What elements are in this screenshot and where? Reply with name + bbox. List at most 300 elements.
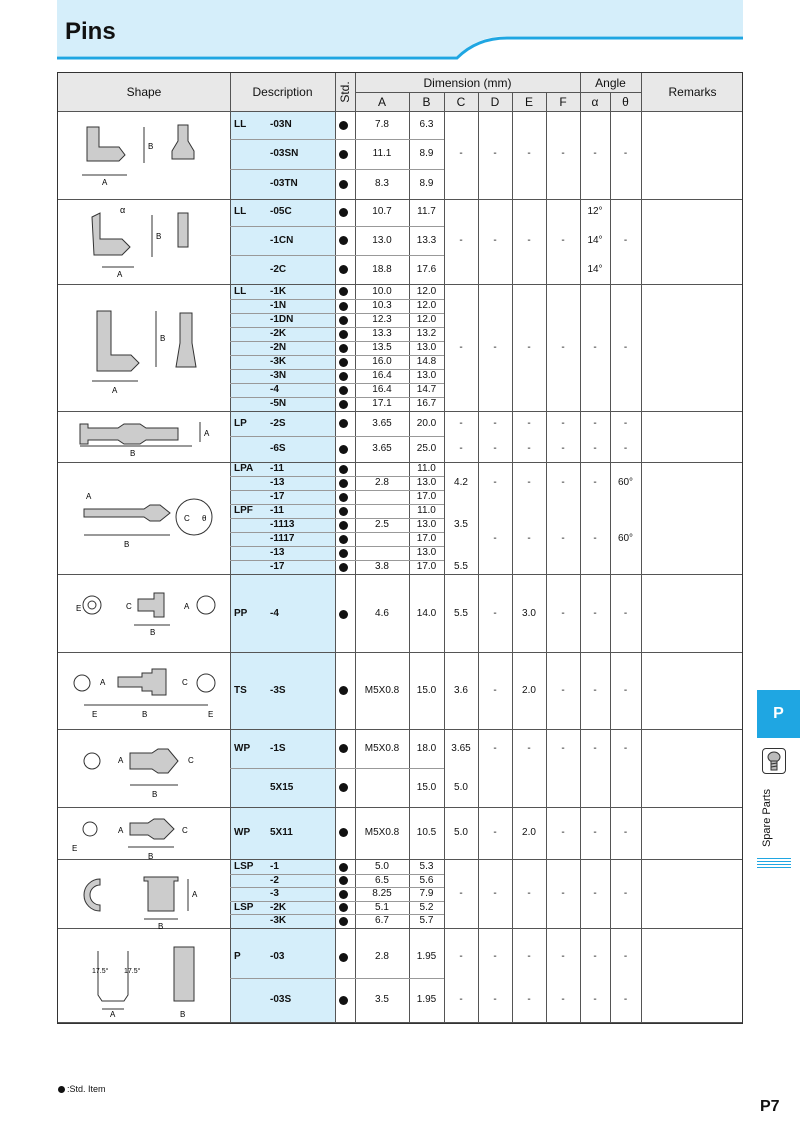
part-code: -4 (270, 384, 279, 395)
svg-text:E: E (92, 710, 98, 719)
part-code: -1 (270, 861, 279, 872)
cell-b: 13.0 (416, 477, 437, 488)
cell-a: 8.3 (375, 178, 389, 189)
cell-d: - (493, 443, 497, 454)
cell-b: 10.5 (416, 826, 437, 838)
cell-alpha: - (593, 608, 597, 619)
cell-f: - (561, 826, 565, 838)
svg-text:A: A (86, 492, 92, 501)
cell-alpha: 14° (587, 234, 603, 246)
cell-theta: - (623, 148, 628, 159)
wp-5x11-drawing (62, 811, 226, 861)
cell-a: 3.65 (372, 417, 392, 429)
cell-a: 13.0 (372, 234, 392, 246)
cell-b: 13.2 (416, 328, 437, 339)
std-dot-icon (339, 316, 348, 325)
cell-d: - (493, 684, 497, 696)
std-dot-icon (339, 863, 348, 872)
cell-e: - (527, 533, 531, 544)
series-label: LPA (234, 463, 254, 474)
tab-spare-parts[interactable]: P (757, 690, 800, 738)
header-shape: Shape (126, 85, 162, 99)
part-code: -5N (270, 398, 287, 409)
cell-alpha: - (593, 742, 597, 754)
std-dot-icon (339, 465, 348, 474)
svg-text:C: C (182, 826, 188, 835)
series-label: LPF (234, 505, 253, 516)
std-dot-icon (339, 953, 348, 962)
std-dot-icon (339, 419, 348, 428)
row-divider (230, 978, 444, 979)
part-code: -13 (270, 547, 285, 558)
series-label: P (234, 951, 241, 962)
std-dot-icon (339, 479, 348, 488)
column-divider (478, 92, 479, 1023)
svg-text:A: A (184, 602, 190, 611)
cell-a: 10.3 (372, 300, 392, 311)
cell-alpha: - (593, 477, 597, 488)
cell-b: 14.0 (416, 608, 437, 619)
cell-theta: - (623, 608, 628, 619)
cell-e: - (527, 148, 531, 159)
cell-theta: - (623, 684, 628, 696)
cell-a: M5X0.8 (364, 684, 400, 696)
cell-theta: - (623, 234, 628, 246)
row-divider (230, 768, 444, 769)
cell-d: - (493, 477, 497, 488)
header-dim-a: A (377, 94, 386, 109)
series-label: LP (234, 417, 247, 429)
std-dot-icon (339, 535, 348, 544)
cell-a: 4.6 (375, 608, 389, 619)
svg-text:A: A (110, 1010, 116, 1019)
cell-c: - (459, 234, 463, 246)
std-dot-icon (339, 265, 348, 274)
cell-a: 3.8 (375, 561, 389, 572)
cell-f: - (561, 148, 565, 159)
cell-c: 3.5 (454, 519, 468, 530)
cell-b: 17.0 (416, 491, 437, 502)
cell-b: 13.3 (416, 234, 437, 246)
series-label: WP (234, 826, 251, 838)
cell-theta: - (623, 826, 628, 838)
cell-theta: - (623, 951, 628, 962)
cell-d: - (493, 417, 497, 429)
page-title: Pins (65, 18, 116, 45)
cell-a: 12.3 (372, 314, 392, 325)
std-dot-icon (339, 744, 348, 753)
cell-b: 6.3 (419, 119, 434, 130)
svg-text:B: B (124, 540, 130, 549)
header-divider (355, 92, 641, 93)
cell-c: - (459, 342, 463, 353)
part-code: 5X15 (270, 781, 294, 793)
side-divider (757, 858, 791, 870)
std-dot-icon (339, 236, 348, 245)
svg-text:B: B (160, 334, 166, 343)
std-dot-icon (339, 400, 348, 409)
header-description: Description (252, 85, 313, 99)
cell-c: 5.0 (454, 781, 468, 793)
header-angle-alpha: α (591, 94, 599, 109)
cell-theta: - (623, 994, 628, 1005)
cell-b: 5.3 (419, 861, 434, 872)
std-dot-icon (339, 493, 348, 502)
cell-e: - (527, 742, 531, 754)
cell-alpha: 12° (587, 206, 603, 217)
cell-e: - (527, 888, 531, 899)
svg-text:B: B (148, 852, 154, 861)
svg-text:A: A (192, 890, 198, 899)
cell-b: 20.0 (416, 417, 437, 429)
row-divider (230, 436, 444, 437)
cell-e: - (527, 951, 531, 962)
cell-a: 3.65 (372, 443, 392, 454)
part-code: -2 (270, 874, 279, 886)
cell-a: 7.8 (375, 119, 389, 130)
cell-a: 13.3 (372, 328, 392, 339)
group-divider (58, 199, 743, 200)
p-drawing (62, 939, 226, 1019)
std-dot-icon (339, 150, 348, 159)
part-code: -03SN (270, 148, 299, 159)
svg-text:B: B (180, 1010, 186, 1019)
column-divider (641, 73, 642, 1023)
cell-a: 18.8 (372, 263, 392, 275)
row-divider (230, 226, 444, 227)
column-divider (546, 92, 547, 1023)
cell-b: 1.95 (416, 994, 437, 1005)
side-label-text: Spare Parts (761, 788, 774, 848)
lsp-drawing (62, 865, 226, 931)
cell-a: 6.5 (375, 874, 389, 886)
svg-text:E: E (208, 710, 214, 719)
std-dot-icon (339, 180, 348, 189)
svg-text:C: C (182, 678, 188, 687)
cell-b: 15.0 (416, 781, 437, 793)
cell-b: 1.95 (416, 951, 437, 962)
part-code: -11 (270, 463, 284, 474)
cell-a: 6.7 (375, 915, 389, 926)
header-bottom-line (58, 111, 743, 112)
cell-e: - (527, 234, 531, 246)
cell-d: - (493, 148, 497, 159)
part-code: -2K (270, 901, 287, 913)
cell-a: 16.4 (372, 370, 392, 381)
cell-f: - (561, 608, 565, 619)
svg-text:E: E (76, 604, 82, 613)
part-code: -3 (270, 888, 279, 899)
header-dim-c: C (456, 94, 466, 109)
svg-text:C: C (188, 756, 194, 765)
std-dot-icon (339, 302, 348, 311)
std-dot-icon (339, 121, 348, 130)
cell-b: 14.7 (416, 384, 437, 395)
group-divider (58, 729, 743, 730)
part-code: -1S (270, 742, 286, 754)
footnote-text: :Std. Item (67, 1084, 106, 1094)
svg-text:17.5°: 17.5° (92, 968, 109, 975)
svg-text:A: A (118, 756, 124, 765)
svg-text:A: A (102, 178, 108, 187)
svg-text:A: A (100, 678, 106, 687)
cell-theta: - (623, 342, 628, 353)
svg-text:A: A (112, 386, 118, 395)
std-dot-icon (339, 996, 348, 1005)
cell-e: 3.0 (522, 608, 536, 619)
cell-b: 5.2 (419, 901, 434, 913)
screw-icon (762, 748, 786, 774)
group-divider (58, 574, 743, 575)
cell-b: 8.9 (419, 148, 434, 159)
cell-alpha: - (593, 826, 597, 838)
cell-a: 5.0 (375, 861, 389, 872)
cell-c: - (459, 951, 463, 962)
std-dot-icon (339, 876, 348, 885)
cell-alpha: - (593, 533, 597, 544)
cell-b: 12.0 (416, 285, 437, 297)
part-code: -1CN (270, 234, 294, 246)
cell-e: - (527, 417, 531, 429)
std-dot-icon (339, 686, 348, 695)
ll-03-drawing (62, 117, 226, 197)
part-code: -3S (270, 684, 286, 696)
part-code: -17 (270, 561, 285, 572)
series-label: TS (234, 684, 247, 696)
cell-theta: - (623, 742, 628, 754)
std-dot-icon (339, 917, 348, 926)
svg-text:A: A (117, 270, 123, 279)
cell-a: 11.1 (372, 148, 392, 159)
group-divider (58, 652, 743, 653)
part-code: -13 (270, 477, 285, 488)
svg-text:C: C (184, 514, 190, 523)
cell-c: 3.65 (451, 742, 471, 754)
group-divider (58, 462, 743, 463)
cell-b: 16.7 (416, 398, 437, 409)
cell-b: 7.9 (419, 888, 434, 899)
svg-text:θ: θ (202, 514, 207, 523)
cell-d: - (493, 342, 497, 353)
cell-b: 17.0 (416, 561, 437, 572)
cell-b: 14.8 (416, 356, 437, 367)
part-code: -2N (270, 342, 287, 353)
cell-b: 15.0 (416, 684, 437, 696)
part-code: -1K (270, 285, 287, 297)
cell-e: - (527, 477, 531, 488)
std-dot-icon (339, 208, 348, 217)
cell-a: 10.7 (372, 206, 392, 217)
part-code: -3N (270, 370, 287, 381)
part-code: -1N (270, 300, 287, 311)
series-label: LSP (234, 901, 254, 913)
row-divider (230, 139, 444, 140)
group-divider (58, 1022, 743, 1023)
part-code: -03 (270, 951, 285, 962)
cell-b: 8.9 (419, 178, 434, 189)
column-divider (335, 73, 336, 1023)
header-dim-b: B (422, 94, 431, 109)
column-divider (230, 73, 231, 1023)
cell-f: - (561, 742, 565, 754)
cell-a: 16.0 (372, 356, 392, 367)
header-remarks: Remarks (668, 85, 717, 99)
cell-d: - (493, 951, 497, 962)
cell-b: 11.0 (417, 463, 436, 474)
cell-d: - (493, 533, 497, 544)
cell-f: - (561, 234, 565, 246)
cell-a: 8.25 (372, 888, 392, 899)
cell-e: - (527, 443, 531, 454)
cell-a: 16.4 (372, 384, 392, 395)
cell-b: 13.0 (416, 519, 437, 530)
std-dot-icon (339, 549, 348, 558)
part-code: -2K (270, 328, 287, 339)
svg-text:A: A (118, 826, 124, 835)
cell-a: 13.5 (372, 342, 392, 353)
svg-text:C: C (126, 602, 132, 611)
cell-c: - (459, 888, 463, 899)
pp-drawing (62, 581, 226, 645)
std-dot-icon (339, 507, 348, 516)
part-code: -4 (270, 608, 279, 619)
cell-f: - (561, 417, 565, 429)
cell-alpha: - (593, 342, 597, 353)
svg-text:B: B (156, 232, 162, 241)
part-code: -1117 (270, 533, 295, 544)
std-dot-icon (339, 903, 348, 912)
wp-1s-drawing (62, 733, 226, 809)
cell-b: 5.6 (419, 874, 434, 886)
part-code: -17 (270, 491, 285, 502)
header-dim-e: E (524, 94, 533, 109)
part-code: -3K (270, 356, 287, 367)
cell-alpha: - (593, 148, 597, 159)
column-divider (610, 92, 611, 1023)
cell-e: 2.0 (522, 684, 536, 696)
part-code: 5X11 (270, 826, 293, 838)
header-dim-f: F (559, 94, 567, 109)
series-label: LSP (234, 861, 254, 872)
cell-a: 17.1 (372, 398, 392, 409)
std-dot-icon (339, 445, 348, 454)
std-dot-icon (339, 330, 348, 339)
cell-alpha: - (593, 684, 597, 696)
cell-e: 2.0 (522, 826, 536, 838)
cell-a: 3.5 (375, 994, 389, 1005)
cell-f: - (561, 443, 565, 454)
std-dot-icon (339, 563, 348, 572)
cell-c: - (459, 994, 463, 1005)
cell-b: 5.7 (419, 915, 434, 926)
header-banner (57, 0, 743, 62)
series-label: LL (234, 285, 247, 297)
cell-alpha: - (593, 888, 597, 899)
cell-b: 13.0 (416, 370, 437, 381)
header-angle: Angle (595, 75, 626, 90)
cell-e: - (527, 994, 531, 1005)
pins-table (57, 72, 743, 1024)
cell-theta: - (623, 417, 628, 429)
cell-c: 5.5 (454, 561, 468, 572)
footnote (58, 1084, 106, 1094)
cell-a: M5X0.8 (364, 742, 400, 754)
std-dot-icon (339, 344, 348, 353)
svg-text:B: B (142, 710, 148, 719)
lp-drawing (62, 412, 226, 462)
cell-b: 18.0 (416, 742, 437, 754)
svg-text:B: B (150, 628, 156, 637)
cell-c: 5.5 (454, 608, 468, 619)
svg-text:A: A (204, 429, 210, 438)
cell-f: - (561, 477, 565, 488)
std-dot-icon (339, 610, 348, 619)
part-code: -6S (270, 443, 286, 454)
cell-alpha: - (593, 417, 597, 429)
std-dot-icon (339, 828, 348, 837)
row-divider (230, 255, 444, 256)
cell-alpha: 14° (587, 263, 603, 275)
page-number: P7 (760, 1098, 780, 1115)
cell-a: 10.0 (372, 285, 392, 297)
header-angle-theta: θ (622, 94, 629, 109)
cell-f: - (561, 533, 565, 544)
cell-b: 25.0 (416, 443, 437, 454)
part-code: -2C (270, 263, 287, 275)
part-code: -03S (270, 994, 292, 1005)
lpa-lpf-drawing (62, 465, 226, 573)
svg-text:17.5°: 17.5° (124, 968, 141, 975)
part-code: -1DN (270, 314, 294, 325)
svg-text:E: E (72, 844, 78, 853)
cell-a: M5X0.8 (364, 826, 400, 838)
svg-text:B: B (148, 142, 154, 151)
cell-theta: 60° (617, 533, 634, 544)
cell-b: 12.0 (416, 300, 437, 311)
cell-a: 2.8 (375, 951, 389, 962)
std-dot-icon (339, 358, 348, 367)
page-header (57, 0, 743, 60)
part-code: -1113 (270, 519, 295, 530)
cell-c: 5.0 (454, 826, 468, 838)
cell-theta: - (623, 443, 628, 454)
ll-1k-drawing (62, 289, 226, 407)
cell-f: - (561, 951, 565, 962)
cell-a: 2.5 (375, 519, 389, 530)
std-dot-icon (339, 287, 348, 296)
cell-e: - (527, 342, 531, 353)
header-dimension: Dimension (mm) (423, 75, 512, 90)
cell-d: - (493, 608, 497, 619)
std-dot-icon (339, 386, 348, 395)
svg-text:α: α (120, 205, 126, 215)
header-std: Std. (338, 81, 352, 103)
cell-b: 17.6 (416, 263, 437, 275)
cell-f: - (561, 888, 565, 899)
row-divider (230, 169, 444, 170)
cell-c: - (459, 417, 463, 429)
std-dot-icon (339, 890, 348, 899)
cell-f: - (561, 684, 565, 696)
cell-alpha: - (593, 951, 597, 962)
part-code: -03TN (270, 178, 298, 189)
header-dim-d: D (490, 94, 500, 109)
ts-drawing (62, 655, 226, 727)
std-dot-icon (339, 521, 348, 530)
cell-f: - (561, 994, 565, 1005)
part-code: -2S (270, 417, 286, 429)
cell-alpha: - (593, 994, 597, 1005)
